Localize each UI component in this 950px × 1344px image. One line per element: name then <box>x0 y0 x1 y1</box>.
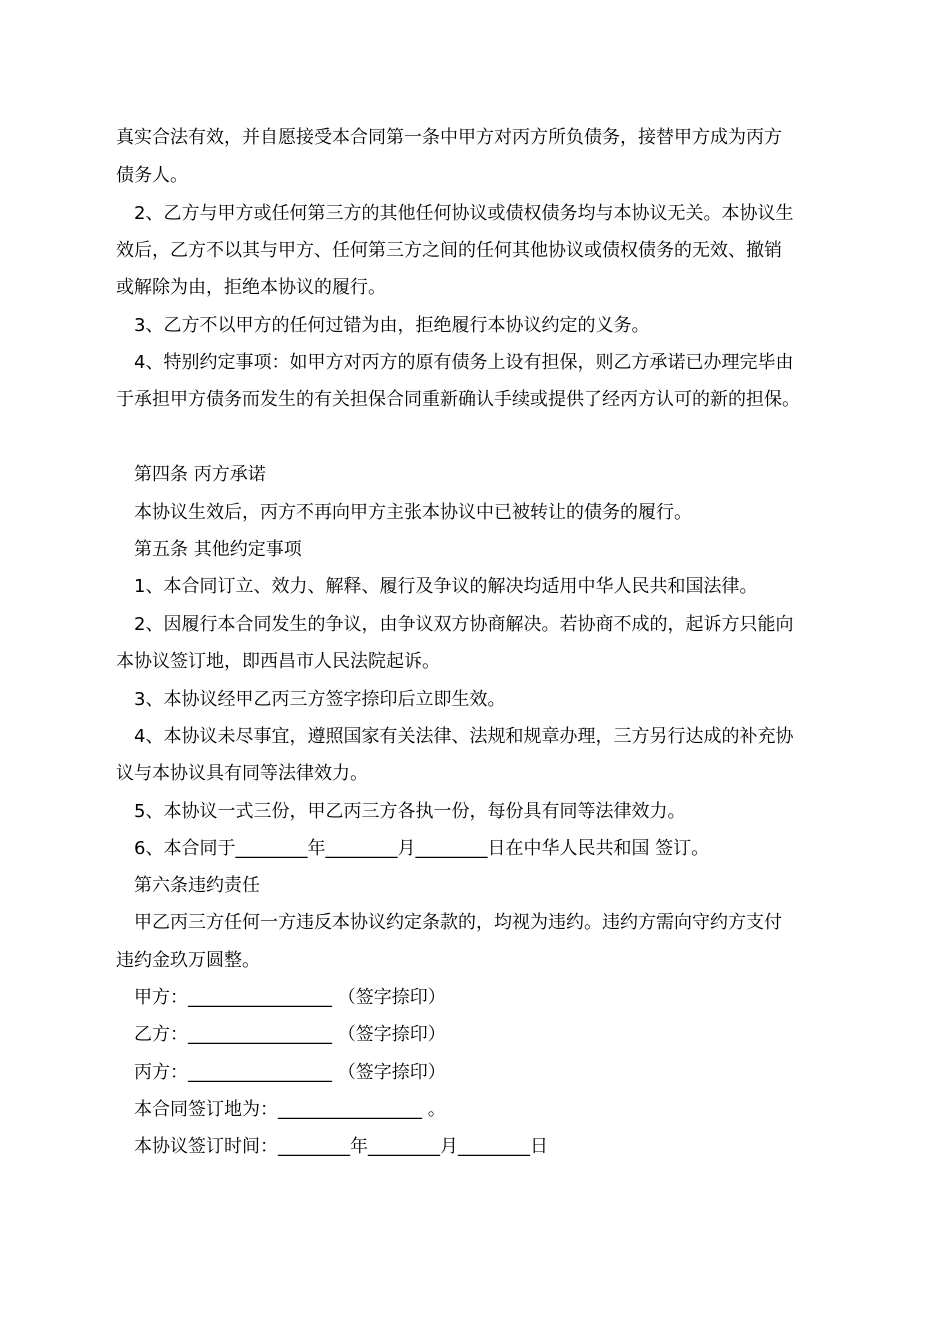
signing-place: 本合同签订地为：________________ 。 <box>134 1099 446 1120</box>
paragraph-line: 本协议签订地，即西昌市人民法院起诉。 <box>116 651 440 672</box>
section-heading-5: 第五条 其他约定事项 <box>134 539 302 560</box>
clause-5-line: 5、本协议一式三份，甲乙丙三方各执一份，每份具有同等法律效力。 <box>134 801 686 822</box>
clause-4-line: 4、特别约定事项：如甲方对丙方的原有债务上设有担保，则乙方承诺已办理完毕由 <box>134 352 794 373</box>
clause-3-line: 3、本协议经甲乙丙三方签字捺印后立即生效。 <box>134 689 506 710</box>
clause-3-line: 3、乙方不以甲方的任何过错为由，拒绝履行本协议约定的义务。 <box>134 315 650 336</box>
section-heading-6: 第六条违约责任 <box>134 875 260 896</box>
clause-2-line: 2、因履行本合同发生的争议，由争议双方协商解决。若协商不成的，起诉方只能向 <box>134 614 794 635</box>
paragraph-line: 或解除为由，拒绝本协议的履行。 <box>116 277 386 298</box>
section-heading-4: 第四条 丙方承诺 <box>134 464 266 485</box>
paragraph-line: 债务人。 <box>116 165 188 186</box>
clause-4-line: 4、本协议未尽事宜，遵照国家有关法律、法规和规章办理，三方另行达成的补充协 <box>134 726 794 747</box>
paragraph-line: 于承担甲方债务而发生的有关担保合同重新确认手续或提供了经丙方认可的新的担保。 <box>116 389 800 410</box>
signature-party-b: 乙方：________________ （签字捺印） <box>134 1024 446 1045</box>
paragraph-line: 违约金玖万圆整。 <box>116 950 260 971</box>
clause-2-line: 2、乙方与甲方或任何第三方的其他任何协议或债权债务均与本协议无关。本协议生 <box>134 203 794 224</box>
paragraph-line: 真实合法有效，并自愿接受本合同第一条中甲方对丙方所负债务，接替甲方成为丙方 <box>116 127 782 148</box>
signing-time: 本协议签订时间：________年________月________日 <box>134 1136 548 1157</box>
paragraph-line: 效后，乙方不以其与甲方、任何第三方之间的任何其他协议或债权债务的无效、撤销 <box>116 240 782 261</box>
paragraph-line: 本协议生效后，丙方不再向甲方主张本协议中已被转让的债务的履行。 <box>134 502 692 523</box>
paragraph-line: 甲乙丙三方任何一方违反本协议约定条款的，均视为违约。违约方需向守约方支付 <box>134 912 782 933</box>
signature-party-a: 甲方：________________ （签字捺印） <box>134 987 446 1008</box>
clause-6-line: 6、本合同于________年________月________日在中华人民共和国 签订。 <box>134 838 710 859</box>
clause-1-line: 1、本合同订立、效力、解释、履行及争议的解决均适用中华人民共和国法律。 <box>134 576 758 597</box>
paragraph-line: 议与本协议具有同等法律效力。 <box>116 763 368 784</box>
signature-party-c: 丙方：________________ （签字捺印） <box>134 1062 446 1083</box>
